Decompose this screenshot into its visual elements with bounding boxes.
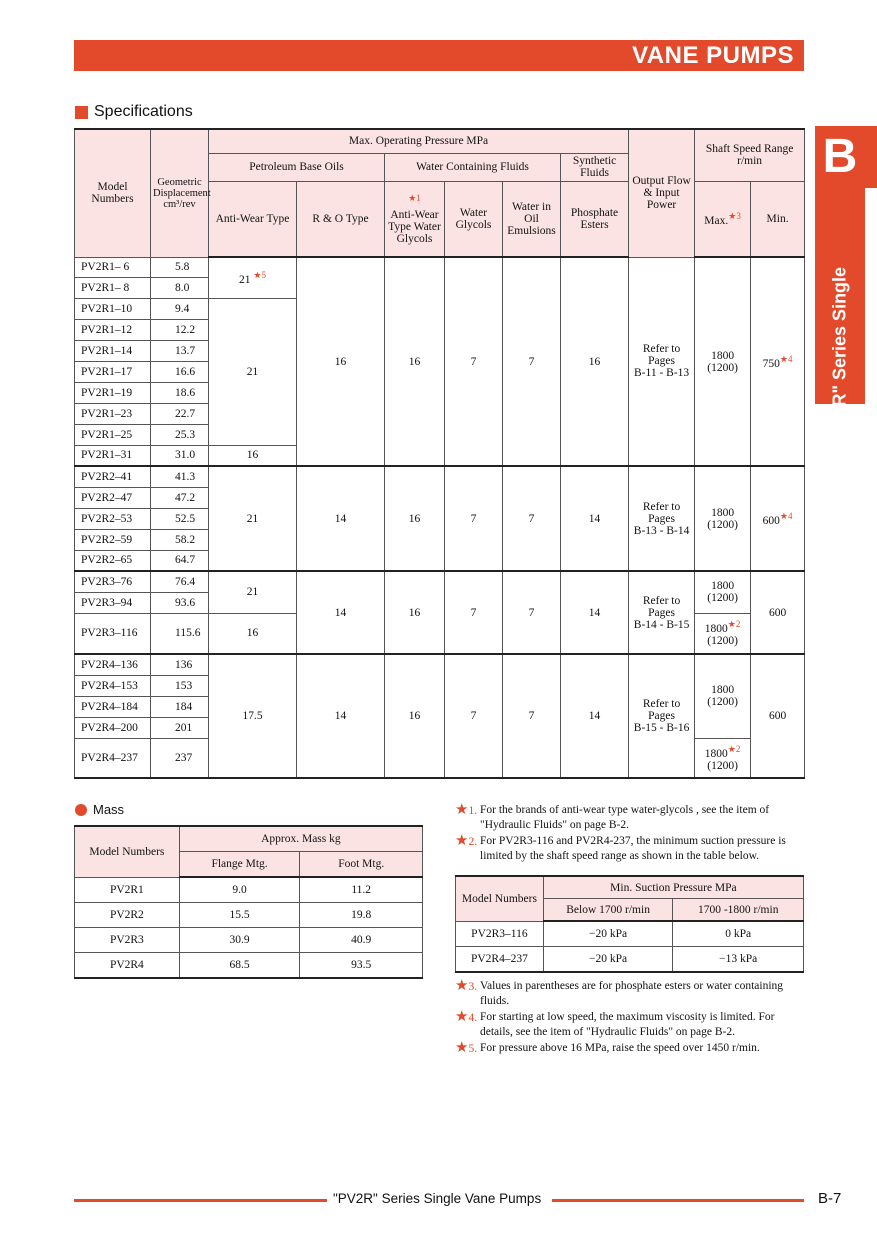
mass-foot-cell: 40.9 [300, 928, 423, 953]
note-text: For pressure above 16 MPa, raise the speed over 1450 r/min. [480, 1042, 760, 1054]
mass-section-title [75, 802, 124, 817]
model-cell: PV2R1–23 [75, 403, 151, 424]
min-speed-cell: 600 [751, 571, 805, 654]
table-row [75, 466, 805, 487]
max-speed-value: 1800 [711, 349, 735, 362]
ro-cell: 14 [297, 654, 385, 778]
output-cell [629, 257, 695, 466]
min-speed-cell: 600 [751, 654, 805, 778]
col-header-max-pressure: Max. Operating Pressure MPa [209, 129, 629, 153]
note-mark [455, 1010, 480, 1040]
model-cell: PV2R1–14 [75, 340, 151, 361]
phosphate-cell: 14 [561, 466, 629, 571]
water-oil-cell: 7 [503, 257, 561, 466]
side-tab-letter: B [815, 126, 865, 188]
water-glycols-cell: 7 [445, 571, 503, 654]
suction-below-cell: −20 kPa [543, 921, 673, 947]
phosphate-cell: 14 [561, 571, 629, 654]
side-tab-notch [865, 188, 877, 404]
model-cell: PV2R4–200 [75, 717, 151, 738]
output-line: Pages [648, 355, 675, 368]
model-cell: PV2R1–17 [75, 361, 151, 382]
note-mark [455, 803, 480, 833]
mass-foot-cell: 11.2 [300, 877, 423, 903]
min-speed-value: 600 [762, 514, 780, 527]
suction-below-cell: −20 kPa [543, 947, 673, 973]
model-cell: PV2R2–65 [75, 550, 151, 571]
note-number: 3. [468, 981, 478, 993]
spec-section-label: Specifications [94, 103, 193, 120]
model-cell: PV2R4–184 [75, 696, 151, 717]
note-number: 4. [468, 1012, 478, 1024]
note-text: Values in parentheses are for phosphate esters or water containing fluids. [480, 980, 784, 1007]
mass-header-model: Model Numbers [75, 826, 180, 877]
suction-header-model: Model Numbers [456, 876, 544, 921]
water-oil-cell: 7 [503, 466, 561, 571]
red-star-icon: ★ [455, 802, 469, 818]
note-star-2: ★2 [727, 743, 741, 754]
table-row [75, 257, 805, 277]
min-speed-cell [751, 466, 805, 571]
output-line: B-11 - B-13 [634, 367, 690, 380]
water-oil-cell: 7 [503, 571, 561, 654]
max-speed-alt: (1200) [707, 361, 738, 374]
note-item [455, 979, 805, 1009]
notes-top [455, 803, 805, 865]
note-star-2: ★2 [727, 619, 741, 630]
output-line: Pages [648, 512, 675, 525]
ro-cell: 16 [297, 257, 385, 466]
mass-model-cell: PV2R1 [75, 877, 180, 903]
page-number: B-7 [818, 1190, 842, 1207]
col-header-water: Water Containing Fluids [385, 153, 561, 181]
note-star-4: ★4 [779, 510, 793, 521]
mass-flange-cell: 9.0 [179, 877, 300, 903]
aw-glycols-cell: 16 [385, 257, 445, 466]
mass-flange-cell: 68.5 [179, 953, 300, 979]
displacement-cell: 12.2 [151, 319, 209, 340]
side-tab-text: "PV2R" Series Single [829, 266, 850, 450]
mass-header-foot: Foot Mtg. [300, 852, 423, 878]
displacement-cell: 31.0 [151, 445, 209, 466]
displacement-cell: 5.8 [151, 257, 209, 277]
model-cell: PV2R1–10 [75, 298, 151, 319]
col-header-model: Model Numbers [75, 129, 151, 257]
displacement-cell: 9.4 [151, 298, 209, 319]
output-cell [629, 571, 695, 654]
note-item [455, 803, 805, 833]
antiwear-cell [209, 257, 297, 298]
max-speed-cell [695, 257, 751, 466]
col-header-output: Output Flow & Input Power [629, 129, 695, 257]
mass-model-cell: PV2R2 [75, 903, 180, 928]
model-cell: PV2R1–19 [75, 382, 151, 403]
displacement-cell: 16.6 [151, 361, 209, 382]
side-tab [815, 126, 877, 450]
col-header-displacement: Geometric Displacement cm³/rev [151, 129, 209, 257]
ro-cell: 14 [297, 466, 385, 571]
note-mark [455, 979, 480, 1009]
table-row [75, 903, 423, 928]
max-speed-cell [695, 466, 751, 571]
output-line: Pages [648, 710, 675, 722]
max-speed-alt: (1200) [707, 759, 738, 772]
note-item [455, 1041, 805, 1057]
antiwear-cell: 21 [209, 298, 297, 445]
model-cell: PV2R1– 6 [75, 257, 151, 277]
suction-model-cell: PV2R4–237 [456, 947, 544, 973]
table-row [75, 877, 423, 903]
suction-range-cell: 0 kPa [673, 921, 804, 947]
max-speed-value: 1800 [704, 623, 728, 636]
note-number: 5. [468, 1043, 478, 1055]
mass-model-cell: PV2R4 [75, 953, 180, 979]
max-speed-cell [695, 654, 751, 738]
antiwear-cell: 17.5 [209, 654, 297, 778]
model-cell: PV2R4–237 [75, 738, 151, 778]
antiwear-value: 21 [239, 273, 251, 286]
specifications-table [74, 128, 805, 779]
footer-title: "PV2R" Series Single Vane Pumps [333, 1191, 542, 1206]
table-row [75, 571, 805, 592]
displacement-cell: 13.7 [151, 340, 209, 361]
water-oil-cell: 7 [503, 654, 561, 778]
col-header-water-glycols: Water Glycols [445, 181, 503, 257]
output-line: B-14 - B-15 [633, 618, 690, 631]
max-speed-cell [695, 571, 751, 613]
col-header-aw-glycols-label: Anti-Wear Type Water Glycols [388, 208, 441, 245]
suction-pressure-table [455, 875, 804, 973]
suction-header-range: 1700 -1800 r/min [673, 899, 804, 922]
note-star-1: ★1 [408, 192, 421, 203]
output-line: Refer to [642, 698, 681, 710]
max-speed-alt: (1200) [707, 592, 738, 605]
header-bar [74, 40, 804, 71]
displacement-cell: 25.3 [151, 424, 209, 445]
mass-foot-cell: 19.8 [300, 903, 423, 928]
aw-glycols-cell: 16 [385, 466, 445, 571]
note-mark [455, 1041, 480, 1057]
model-cell: PV2R2–53 [75, 508, 151, 529]
ro-cell: 14 [297, 571, 385, 654]
note-mark [455, 834, 480, 864]
displacement-cell: 136 [151, 654, 209, 675]
note-text: For starting at low speed, the maximum viscosity is limited. For details, see the item of "Hydraulic Fluids" on page B-2. [480, 1011, 775, 1038]
model-cell: PV2R2–41 [75, 466, 151, 487]
col-header-max-label: Max. [704, 214, 729, 227]
model-cell: PV2R1–12 [75, 319, 151, 340]
max-speed-value: 1800 [704, 747, 728, 760]
suction-model-cell: PV2R3–116 [456, 921, 544, 947]
max-speed-cell [695, 738, 751, 778]
displacement-cell: 41.3 [151, 466, 209, 487]
suction-range-cell: −13 kPa [673, 947, 804, 973]
min-speed-value: 750 [762, 357, 780, 370]
antiwear-cell: 21 [209, 571, 297, 613]
max-speed-alt: (1200) [707, 518, 738, 531]
displacement-cell: 76.4 [151, 571, 209, 592]
antiwear-cell: 16 [209, 445, 297, 466]
output-line: Refer to [642, 500, 681, 513]
water-glycols-cell: 7 [445, 654, 503, 778]
antiwear-cell: 16 [209, 613, 297, 654]
model-cell: PV2R1–25 [75, 424, 151, 445]
output-line: B-13 - B-14 [633, 524, 690, 537]
displacement-cell: 58.2 [151, 529, 209, 550]
model-cell: PV2R3–76 [75, 571, 151, 592]
table-row [75, 928, 423, 953]
water-glycols-cell: 7 [445, 257, 503, 466]
output-cell [629, 466, 695, 571]
note-number: 1. [468, 805, 478, 817]
note-star-5: ★5 [253, 269, 266, 280]
displacement-cell: 22.7 [151, 403, 209, 424]
max-speed-value: 1800 [711, 580, 735, 593]
displacement-cell: 8.0 [151, 277, 209, 298]
mass-table [74, 825, 423, 979]
water-glycols-cell: 7 [445, 466, 503, 571]
aw-glycols-cell: 16 [385, 654, 445, 778]
col-header-ro: R & O Type [297, 181, 385, 257]
model-cell: PV2R1– 8 [75, 277, 151, 298]
table-row [75, 654, 805, 675]
note-text: For the brands of anti-wear type water-glycols , see the item of "Hydraulic Fluids" on page B-2. [480, 804, 770, 831]
model-cell: PV2R2–59 [75, 529, 151, 550]
mass-header-flange: Flange Mtg. [179, 852, 300, 878]
displacement-cell: 153 [151, 675, 209, 696]
displacement-cell: 184 [151, 696, 209, 717]
aw-glycols-cell: 16 [385, 571, 445, 654]
output-line: Refer to [642, 343, 681, 356]
antiwear-cell: 21 [209, 466, 297, 571]
mass-flange-cell: 30.9 [179, 928, 300, 953]
model-cell: PV2R4–136 [75, 654, 151, 675]
displacement-cell: 201 [151, 717, 209, 738]
note-item [455, 834, 805, 864]
col-header-water-oil: Water in Oil Emulsions [503, 181, 561, 257]
mass-flange-cell: 15.5 [179, 903, 300, 928]
max-speed-alt: (1200) [707, 635, 738, 648]
output-cell [629, 654, 695, 778]
min-speed-cell [751, 257, 805, 466]
note-star-3: ★3 [728, 210, 741, 221]
displacement-cell: 64.7 [151, 550, 209, 571]
red-star-icon: ★ [455, 978, 469, 994]
max-speed-value: 1800 [711, 506, 735, 519]
col-header-synthetic: Synthetic Fluids [561, 153, 629, 181]
table-row [456, 947, 804, 973]
col-header-min: Min. [751, 181, 805, 257]
mass-foot-cell: 93.5 [300, 953, 423, 979]
col-header-aw-glycols [385, 181, 445, 257]
model-cell: PV2R2–47 [75, 487, 151, 508]
mass-section-label: Mass [93, 802, 125, 817]
model-cell: PV2R3–116 [75, 613, 151, 654]
header-title: VANE PUMPS [632, 42, 794, 69]
table-row [456, 921, 804, 947]
phosphate-cell: 14 [561, 654, 629, 778]
table-row [75, 953, 423, 979]
displacement-cell: 52.5 [151, 508, 209, 529]
circle-bullet-icon [75, 804, 87, 816]
square-bullet-icon [75, 106, 88, 119]
displacement-cell: 93.6 [151, 592, 209, 613]
col-header-phosphate: Phosphate Esters [561, 181, 629, 257]
output-line: Pages [648, 606, 675, 619]
spec-section-title [75, 103, 193, 121]
mass-model-cell: PV2R3 [75, 928, 180, 953]
note-item [455, 1010, 805, 1040]
footer-rule-right [552, 1199, 804, 1202]
displacement-cell: 237 [151, 738, 209, 778]
red-star-icon: ★ [455, 1040, 469, 1056]
col-header-max [695, 181, 751, 257]
red-star-icon: ★ [455, 833, 469, 849]
note-text: For PV2R3-116 and PV2R4-237, the minimum suction pressure is limited by the shaft speed range as shown in the table below. [480, 835, 786, 862]
max-speed-alt: (1200) [707, 696, 738, 709]
side-tab-band [815, 188, 865, 450]
model-cell: PV2R4–153 [75, 675, 151, 696]
red-star-icon: ★ [455, 1009, 469, 1025]
suction-header-below: Below 1700 r/min [543, 899, 673, 922]
col-header-antiwear: Anti-Wear Type [209, 181, 297, 257]
max-speed-value: 1800 [711, 684, 735, 697]
phosphate-cell: 16 [561, 257, 629, 466]
note-number: 2. [468, 836, 478, 848]
model-cell: PV2R1–31 [75, 445, 151, 466]
footer-rule-left [74, 1199, 327, 1202]
output-line: B-15 - B-16 [633, 722, 690, 734]
mass-header-mass: Approx. Mass kg [179, 826, 422, 852]
model-cell: PV2R3–94 [75, 592, 151, 613]
col-header-shaft-speed: Shaft Speed Range r/min [695, 129, 805, 181]
col-header-petroleum: Petroleum Base Oils [209, 153, 385, 181]
footer [74, 1191, 804, 1211]
note-star-4: ★4 [779, 353, 793, 364]
notes-bottom [455, 979, 805, 1058]
displacement-cell: 18.6 [151, 382, 209, 403]
displacement-cell: 47.2 [151, 487, 209, 508]
output-line: Refer to [642, 594, 681, 607]
displacement-cell: 115.6 [151, 613, 209, 654]
max-speed-cell [695, 613, 751, 654]
suction-header-min: Min. Suction Pressure MPa [543, 876, 803, 899]
